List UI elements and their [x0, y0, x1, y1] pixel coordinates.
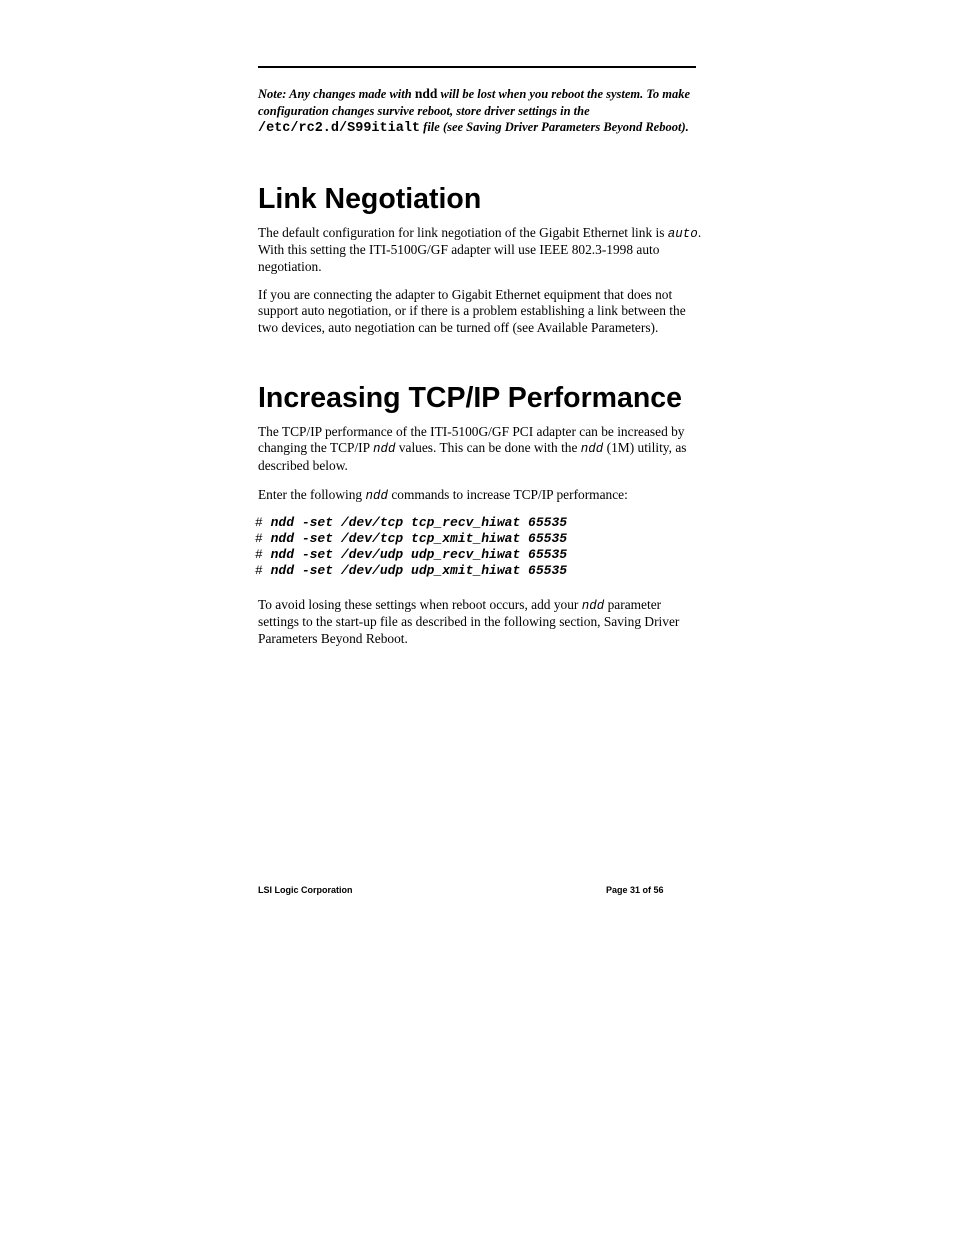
link-negotiation-paragraph-1	[258, 225, 703, 275]
heading-link-negotiation: Link Negotiation	[258, 183, 482, 215]
inline-code: auto	[667, 227, 698, 241]
inline-code: ndd	[365, 489, 388, 503]
command-block	[255, 515, 567, 579]
note-ndd-command: ndd	[414, 86, 438, 101]
heading-tcp-ip-performance: Increasing TCP/IP Performance	[258, 382, 682, 414]
inline-code: ndd	[580, 442, 604, 457]
paragraph-text: The default configuration for link negotiation of the Gigabit Ethernet link is	[258, 225, 668, 240]
command-prompt: #	[255, 515, 271, 530]
paragraph-text: . With this setting the ITI-5100G/GF adapter will use IEEE 802.3-1998 auto negotiation.	[258, 225, 702, 274]
note-file-path: /etc/rc2.d/S99itialt	[258, 121, 421, 136]
paragraph-text: (1M) utility, as described below.	[258, 440, 687, 473]
command-line	[255, 531, 567, 547]
paragraph-text: values. This can be done with the	[395, 440, 581, 456]
note-block	[258, 86, 700, 138]
paragraph-text: commands to increase TCP/IP performance:	[388, 487, 628, 502]
paragraph-text: Enter the following	[258, 487, 366, 502]
command-text: ndd -set /dev/tcp tcp_recv_hiwat 65535	[270, 515, 568, 530]
paragraph-text: parameter settings to the start-up file as described in the following section, Saving Driver Parameters Beyond Reboot.	[258, 597, 680, 646]
command-prompt: #	[255, 531, 271, 546]
command-line	[255, 563, 567, 579]
command-prompt: #	[255, 547, 271, 562]
tcp-paragraph-3	[258, 597, 703, 647]
footer-company: LSI Logic Corporation	[258, 885, 353, 895]
paragraph-text: The TCP/IP performance of the ITI-5100G/GF PCI adapter can be increased by changing the TCP/IP	[258, 424, 685, 456]
command-text: ndd -set /dev/udp udp_xmit_hiwat 65535	[270, 563, 568, 578]
tcp-paragraph-2	[258, 487, 703, 504]
link-negotiation-paragraph-2: If you are connecting the adapter to Gigabit Ethernet equipment that does not support auto negotiation, or if there is a problem establishing a link between the two devices, auto negotiation can be turned off (see Available Parameters).	[258, 287, 686, 335]
command-text: ndd -set /dev/udp udp_recv_hiwat 65535	[270, 547, 568, 562]
header-rule	[258, 66, 696, 68]
footer-page-number: Page 31 of 56	[606, 885, 664, 895]
command-prompt: #	[255, 563, 271, 578]
inline-code: ndd	[372, 442, 396, 457]
paragraph-text: To avoid losing these settings when reboot occurs, add your	[258, 597, 582, 612]
command-line	[255, 547, 567, 563]
command-line	[255, 515, 567, 531]
inline-code: ndd	[581, 599, 605, 613]
command-text: ndd -set /dev/tcp tcp_xmit_hiwat 65535	[270, 531, 568, 546]
note-text: file (see Saving Driver Parameters Beyond Reboot).	[420, 120, 689, 134]
note-text: will be lost when you reboot the system. To make configuration changes survive reboot, store driver settings in the	[258, 87, 691, 118]
tcp-paragraph-1	[258, 424, 703, 474]
note-text: Note: Any changes made with	[258, 87, 415, 101]
